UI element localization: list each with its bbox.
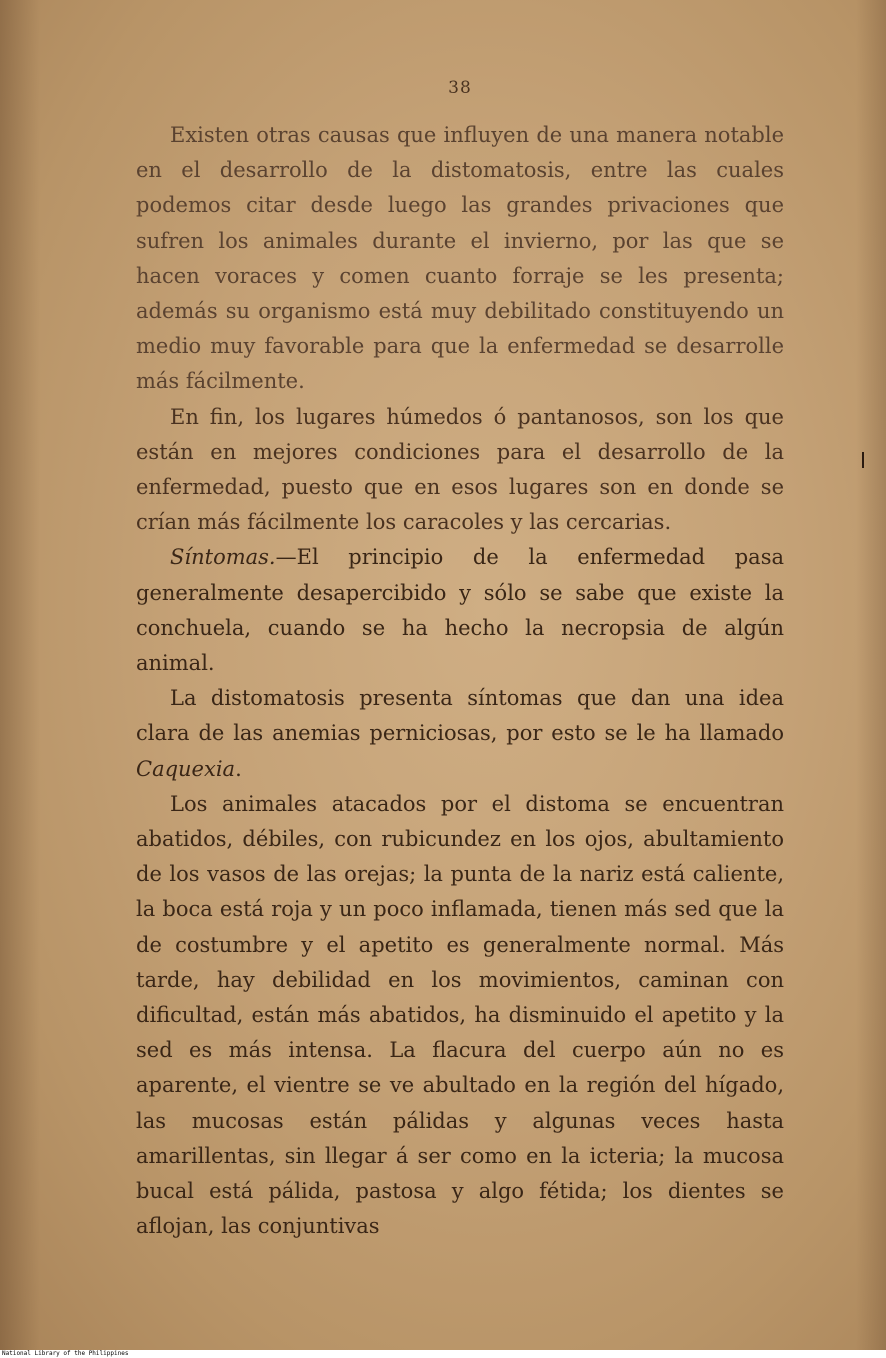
paragraph-text: La distomatosis presenta síntomas que dan una idea clara de las anemias perniciosas, por esto se le ha llamado (136, 686, 784, 746)
paragraph (136, 400, 784, 541)
paragraph (136, 787, 784, 1245)
margin-mark (862, 452, 864, 468)
paragraph-text: Los animales atacados por el distoma se encuentran abatidos, débiles, con rubicundez en los ojos, abultamiento de los vasos de las orejas; la punta de la nariz está caliente, la boca está roja y un poco inflamada, tienen más sed que la de costumbre y el apetito es generalmente normal. Más tarde, hay debilidad en los movimientos, caminan con dificultad, están más abatidos, ha disminuido el apetito y la sed es más intensa. La flacura del cuerpo aún no es aparente, el vientre se ve abultado en la región del hígado, las mucosas están pálidas y algunas veces hasta amarillentas, sin llegar á ser como en la icteria; la mucosa bucal está pálida, pastosa y algo fétida; los dientes se aflojan, las conjuntivas (136, 791, 784, 1239)
paragraph (136, 681, 784, 787)
paragraph-text: En fin, los lugares húmedos ó pantanosos, son los que están en mejores condiciones para el desarrollo de la enfermedad, puesto que en esos lugares son en donde se crían más fácilmente los caracoles y las cercarias. (136, 404, 784, 535)
page-number: 38 (448, 78, 472, 98)
page-edge-shadow-left (0, 0, 40, 1350)
paragraph (136, 118, 784, 400)
paragraph-text: . (235, 756, 242, 781)
body-text (136, 118, 784, 1245)
page-edge-shadow-right (856, 0, 886, 1350)
term-caquexia: Caquexia (136, 756, 236, 781)
paragraph-symptoms (136, 540, 784, 681)
library-credit: National Library of the Philippines (2, 1350, 129, 1357)
paragraph-text: Existen otras causas que influyen de una manera notable en el desarrollo de la distomatosis, entre las cuales podemos citar desde luego las grandes privaciones que sufren los animales durante el invierno, por las que se hacen voraces y comen cuanto forraje se les presenta; además su organismo está muy debilitado constituyendo un medio muy favorable para que la enfermedad se desarrolle más fácilmente. (136, 123, 784, 394)
section-heading-sintomas: Síntomas. (170, 545, 276, 570)
paragraph-text: —El principio de la enfermedad pasa generalmente desapercibido y sólo se sabe que existe la conchuela, cuando se ha hecho la necropsia de algún animal. (136, 545, 784, 676)
